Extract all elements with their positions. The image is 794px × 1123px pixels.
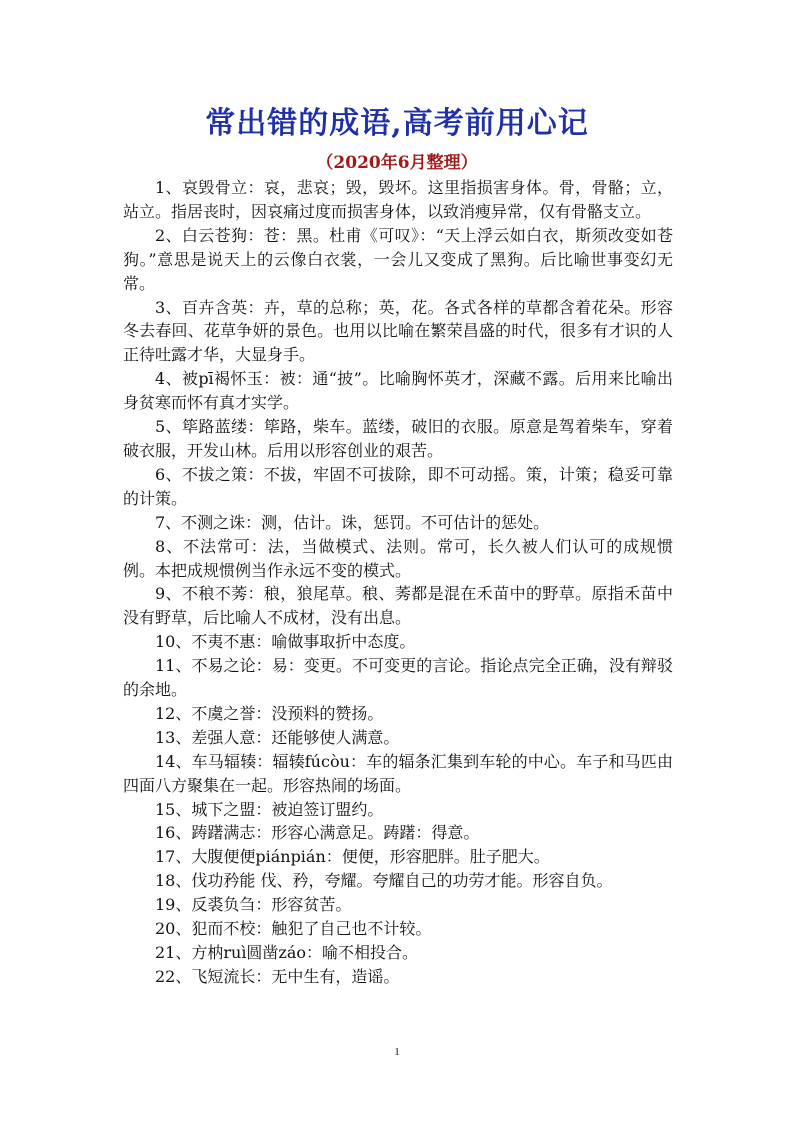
idiom-entry-12: 12、不虞之誉：没预料的赞扬。 <box>155 703 384 723</box>
idiom-entry-16: 16、踌躇满志：形容心满意足。踌躇：得意。 <box>155 823 480 843</box>
idiom-entry-7: 7、不测之诛：测，估计。诛，惩罚。不可估计的惩处。 <box>155 512 550 532</box>
idiom-entry-13: 13、差强人意：还能够使人满意。 <box>155 727 400 747</box>
idiom-entry-3: 3、百卉含英：卉，草的总称；英，花。各式各样的草都含着花朵。形容冬去春回、花草争妍的景色。也用以比喻在繁荣昌盛的时代，很多有才识的人正待吐露才华，大显身手。 <box>123 297 673 365</box>
idiom-entry-15: 15、城下之盟：被迫签订盟约。 <box>155 799 384 819</box>
idiom-entry-4: 4、被pī褐怀玉：被：通“披”。比喻胸怀英才，深藏不露。后用来比喻出身贫寒而怀有真才实学。 <box>123 369 673 413</box>
idiom-entry-18: 18、伐功矜能 伐、矜，夸耀。夸耀自己的功劳才能。形容自负。 <box>155 871 613 891</box>
page-number: 1 <box>394 1046 400 1058</box>
idiom-entry-11: 11、不易之论：易：变更。不可变更的言论。指论点完全正确，没有辩驳的余地。 <box>123 656 673 700</box>
idiom-entry-19: 19、反裘负刍：形容贫苦。 <box>155 895 352 915</box>
idiom-entry-21: 21、方枘ruì圆凿záo：喻不相投合。 <box>155 943 419 962</box>
idiom-entry-6: 6、不拔之策：不拔，牢固不可拔除，即不可动摇。策，计策；稳妥可靠的计策。 <box>123 464 673 508</box>
idiom-entry-5: 5、筚路蓝缕：筚路，柴车。蓝缕，破旧的衣服。原意是驾着柴车，穿着破衣服，开发山林。后用以形容创业的艰苦。 <box>123 417 673 460</box>
idiom-entry-14: 14、车马辐辏：辐辏fúcòu：车的辐条汇集到车轮的中心。车子和马匹由四面八方聚集在一起。形容热闹的场面。 <box>123 751 673 795</box>
idiom-entry-10: 10、不夷不惠：喻做事取折中态度。 <box>155 632 416 652</box>
idiom-entry-1: 1、哀毁骨立：哀，悲哀；毁，毁坏。这里指损害身体。骨，骨骼；立，站立。指居丧时，因哀痛过度而损害身体，以致消瘦异常，仅有骨骼支立。 <box>123 178 673 221</box>
idiom-entry-9: 9、不稂不莠：稂，狼尾草。稂、莠都是混在禾苗中的野草。原指禾苗中没有野草，后比喻人不成材，没有出息。 <box>123 584 673 628</box>
idiom-entry-17: 17、大腹便便piánpián：便便，形容肥胖。肚子肥大。 <box>155 847 550 867</box>
page-subtitle: （2020年6月整理） <box>316 153 478 173</box>
idiom-entry-20: 20、犯而不校：触犯了自己也不计较。 <box>155 919 432 939</box>
idiom-entry-8: 8、不法常可：法，当做模式、法则。常可，长久被人们认可的成规惯例。本把成规惯例当作永远不变的模式。 <box>123 536 673 580</box>
idiom-entry-2: 2、白云苍狗：苍：黑。杜甫《可叹》：“天上浮云如白衣，斯须改变如苍狗。”意思是说天上的云像白衣裳，一会儿又变成了黑狗。后比喻世事变幻无常。 <box>123 225 673 293</box>
idiom-list <box>123 176 673 989</box>
idiom-entry-22: 22、飞短流长：无中生有，造谣。 <box>155 966 400 986</box>
page-title: 常出错的成语,高考前用心记 <box>205 106 589 141</box>
